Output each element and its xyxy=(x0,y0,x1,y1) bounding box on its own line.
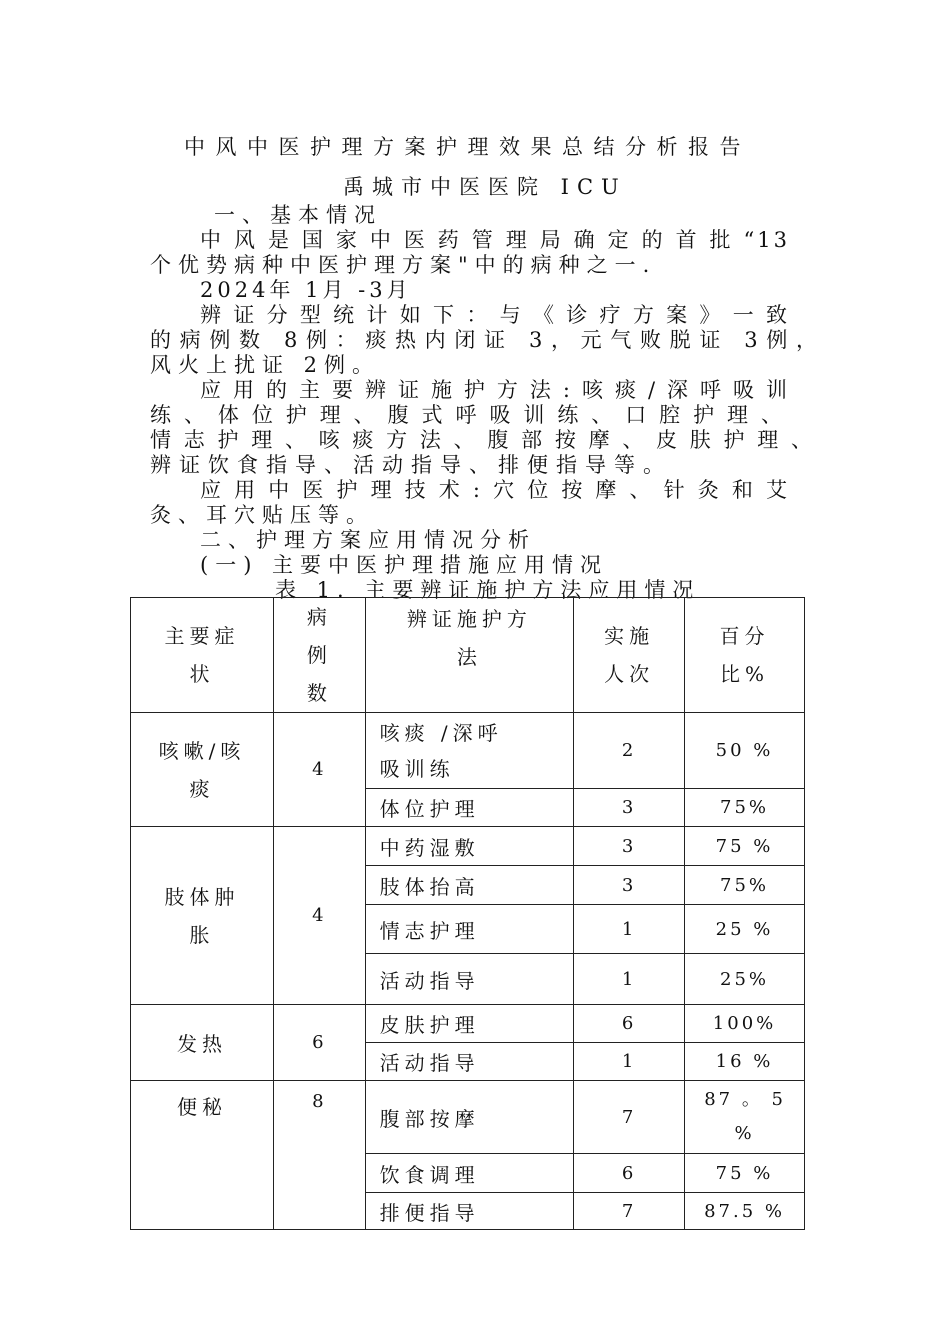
table-header-row xyxy=(131,598,805,713)
method-cell: 排便指导 xyxy=(365,1193,574,1230)
symptom-cell: 咳嗽/咳 痰 xyxy=(131,713,274,827)
table-row xyxy=(131,713,805,789)
times-cell: 7 xyxy=(574,1081,685,1154)
times-cell: 1 xyxy=(574,1043,685,1081)
section-heading-basic: 一、基本情况 xyxy=(214,203,382,227)
percent-cell: 87.5 % xyxy=(685,1193,805,1230)
paragraph-line: 应用中医护理技术:穴位按摩、针灸和艾 xyxy=(200,478,790,502)
cases-cell: 4 xyxy=(274,827,366,1005)
times-cell: 3 xyxy=(574,789,685,827)
paragraph-line: 辨证分型统计如下：与《诊疗方案》一致 xyxy=(200,303,790,327)
subsection-heading: (一) 主要中医护理措施应用情况 xyxy=(200,553,609,577)
paragraph-line: 灸、耳穴贴压等。 xyxy=(150,503,374,527)
times-cell: 1 xyxy=(574,954,685,1005)
paragraph-line: 个优势病种中医护理方案"中的病种之一. xyxy=(150,253,657,277)
section-heading-analysis: 二、护理方案应用情况分析 xyxy=(200,528,536,552)
table-row xyxy=(131,1081,805,1154)
table-row xyxy=(131,827,805,866)
header-symptom: 主要症 状 xyxy=(131,598,274,713)
method-cell: 活动指导 xyxy=(365,1043,574,1081)
method-cell: 肢体抬高 xyxy=(365,866,574,905)
period-line: 2024年 1月 -3月 xyxy=(200,278,412,302)
times-cell: 6 xyxy=(574,1005,685,1043)
paragraph-line: 练、体位护理、腹式呼吸训练、口腔护理、 xyxy=(150,403,785,427)
method-cell: 中药湿敷 xyxy=(365,827,574,866)
paragraph-line: 风火上扰证 2例。 xyxy=(150,353,381,377)
nursing-methods-table xyxy=(130,597,805,1230)
header-times: 实施 人次 xyxy=(574,598,685,713)
times-cell: 3 xyxy=(574,866,685,905)
symptom-cell: 肢体肿 胀 xyxy=(131,827,274,1005)
times-cell: 3 xyxy=(574,827,685,866)
percent-cell: 50 % xyxy=(685,713,805,789)
percent-cell: 75 % xyxy=(685,827,805,866)
hospital-name: 禹城市中医医院 ICU xyxy=(343,175,627,199)
percent-cell: 25% xyxy=(685,954,805,1005)
method-cell: 活动指导 xyxy=(365,954,574,1005)
paragraph-line: 情志护理、咳痰方法、腹部按摩、皮肤护理、 xyxy=(150,428,815,452)
percent-cell: 75% xyxy=(685,866,805,905)
method-cell: 皮肤护理 xyxy=(365,1005,574,1043)
header-cases: 病 例 数 xyxy=(274,598,366,713)
cases-cell: 6 xyxy=(274,1005,366,1081)
percent-cell: 75% xyxy=(685,789,805,827)
paragraph-line: 中风是国家中医药管理局确定的首批“13 xyxy=(200,228,790,252)
report-title: 中风中医护理方案护理效果总结分析报告 xyxy=(184,135,751,159)
table-row xyxy=(131,1005,805,1043)
symptom-cell: 便秘 xyxy=(131,1081,274,1230)
method-cell: 情志护理 xyxy=(365,905,574,954)
method-cell: 咳痰 /深呼 吸训练 xyxy=(365,713,574,789)
percent-cell: 75 % xyxy=(685,1154,805,1193)
paragraph-line: 的病例数 8例：痰热内闭证 3，元气败脱证 3例， xyxy=(150,328,820,352)
table-caption: 表 1. 主要辨证施护方法应用情况 xyxy=(275,578,701,602)
percent-cell: 100% xyxy=(685,1005,805,1043)
percent-cell: 25 % xyxy=(685,905,805,954)
symptom-cell: 发热 xyxy=(131,1005,274,1081)
method-cell: 饮食调理 xyxy=(365,1154,574,1193)
percent-cell: 87 。 5 % xyxy=(685,1081,805,1154)
times-cell: 6 xyxy=(574,1154,685,1193)
method-cell: 腹部按摩 xyxy=(365,1081,574,1154)
times-cell: 7 xyxy=(574,1193,685,1230)
header-percent: 百分 比% xyxy=(685,598,805,713)
header-method: 辨证施护方 法 xyxy=(365,598,574,713)
paragraph-line: 应用的主要辨证施护方法:咳痰/深呼吸训 xyxy=(200,378,790,402)
times-cell: 2 xyxy=(574,713,685,789)
paragraph-line: 辨证饮食指导、活动指导、排便指导等。 xyxy=(150,453,672,477)
percent-cell: 16 % xyxy=(685,1043,805,1081)
cases-cell: 8 xyxy=(274,1081,366,1230)
method-cell: 体位护理 xyxy=(365,789,574,827)
cases-cell: 4 xyxy=(274,713,366,827)
times-cell: 1 xyxy=(574,905,685,954)
